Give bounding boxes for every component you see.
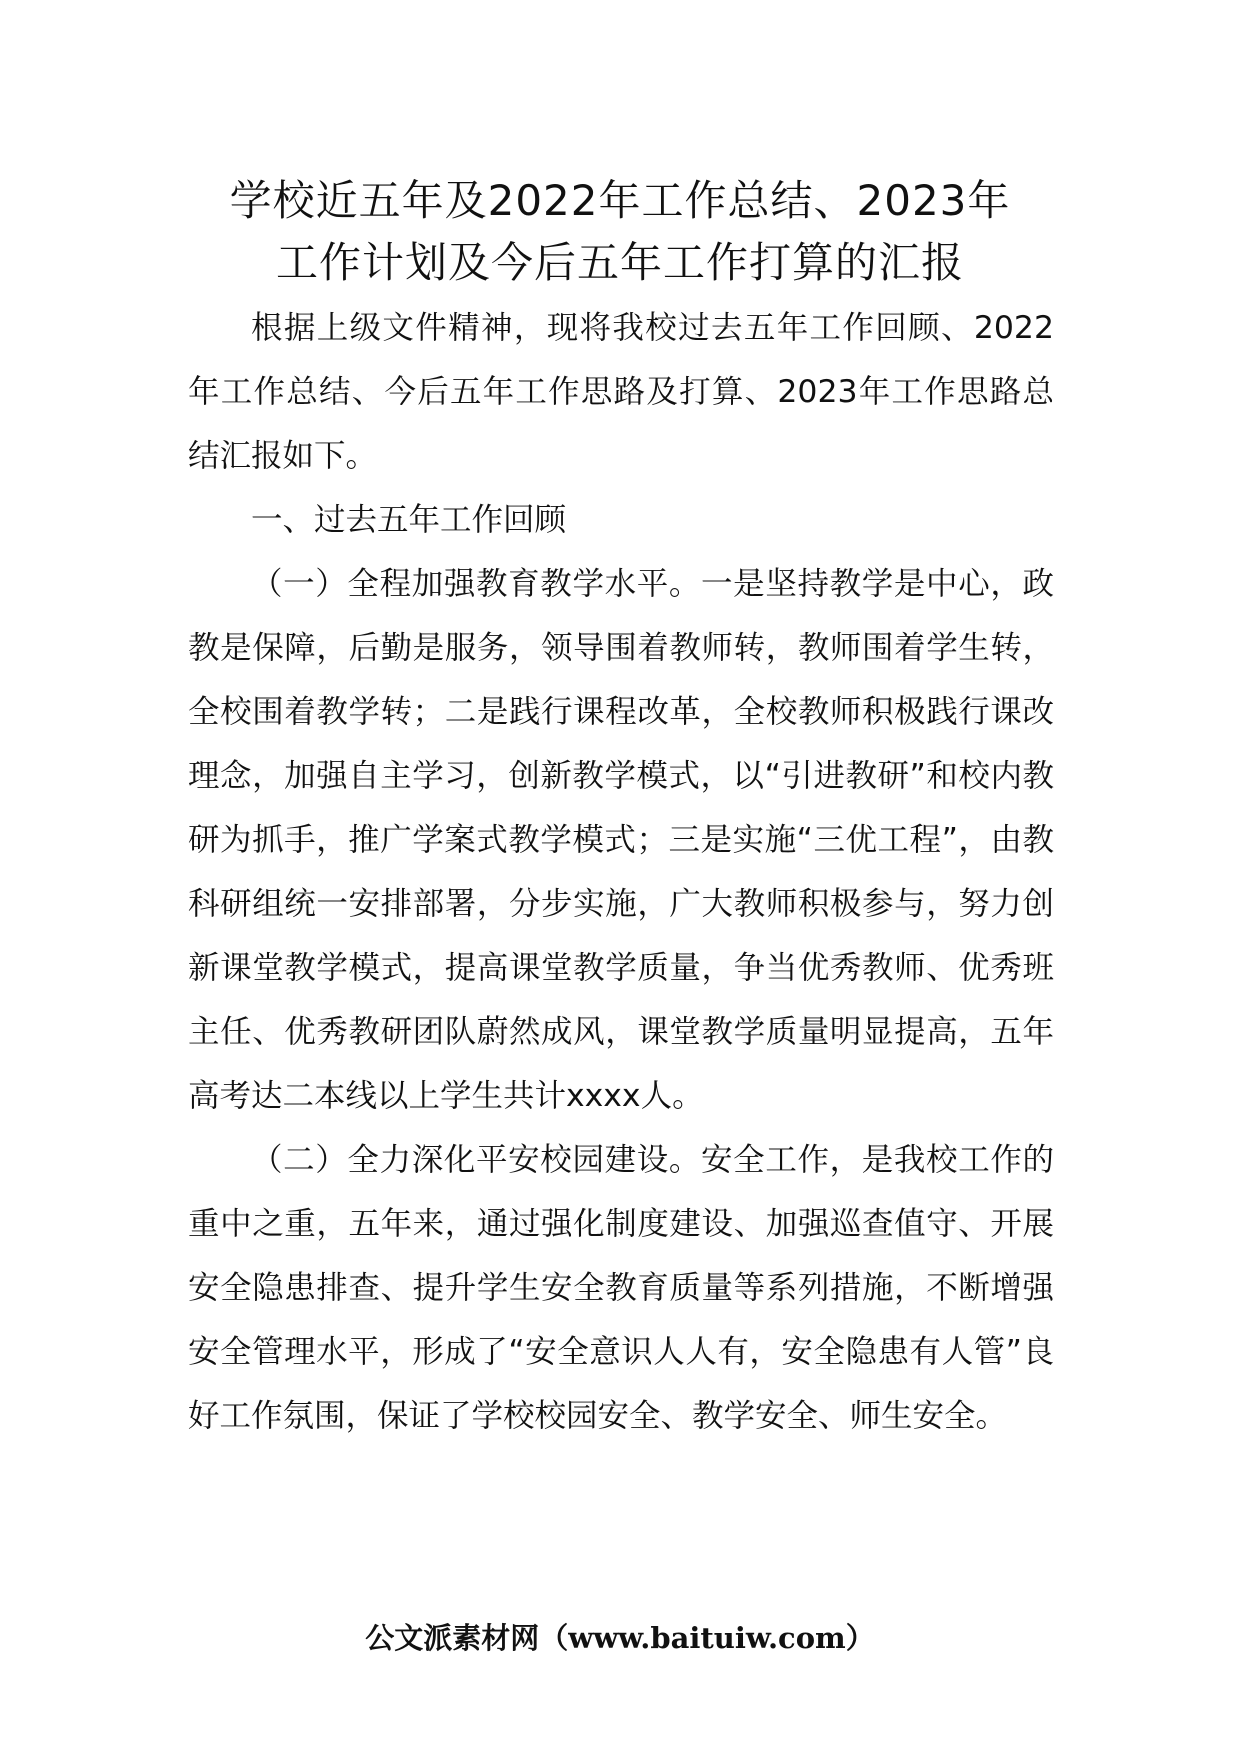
title-line-1: 学校近五年及2022年工作总结、2023年	[229, 176, 1011, 225]
paragraph-teaching: （一）全程加强教育教学水平。一是坚持教学是中心，政教是保障，后勤是服务，领导围着教师转，教师围着学生转，全校围着教学转；二是践行课程改革，全校教师积极践行课改理念，加强自主学习，创新教学模式，以“引进教研”和校内教研为抓手，推广学案式教学模式；三是实施“三优工程”，由教科研组统一安排部署，分步实施，广大教师积极参与，努力创新课堂教学模式，提高课堂教学质量，争当优秀教师、优秀班主任、优秀教研团队蔚然成风，课堂教学质量明显提高，五年高考达二本线以上学生共计xxxx人。	[188, 566, 1054, 1114]
document-title	[150, 170, 1090, 294]
title-line-2: 工作计划及今后五年工作打算的汇报	[275, 238, 964, 287]
document-body	[188, 296, 1054, 1448]
section-heading: 一、过去五年工作回顾	[251, 502, 567, 538]
intro-paragraph: 根据上级文件精神，现将我校过去五年工作回顾、2022年工作总结、今后五年工作思路及打算、2023年工作思路总结汇报如下。	[188, 310, 1054, 474]
paragraph-safety: （二）全力深化平安校园建设。安全工作，是我校工作的重中之重，五年来，通过强化制度建设、加强巡查值守、开展安全隐患排查、提升学生安全教育质量等系列措施，不断增强安全管理水平，形成了“安全意识人人有，安全隐患有人管”良好工作氛围，保证了学校校园安全、教学安全、师生安全。	[188, 1142, 1054, 1434]
footer-watermark: 公文派素材网（www.baituiw.com）	[365, 1621, 875, 1655]
